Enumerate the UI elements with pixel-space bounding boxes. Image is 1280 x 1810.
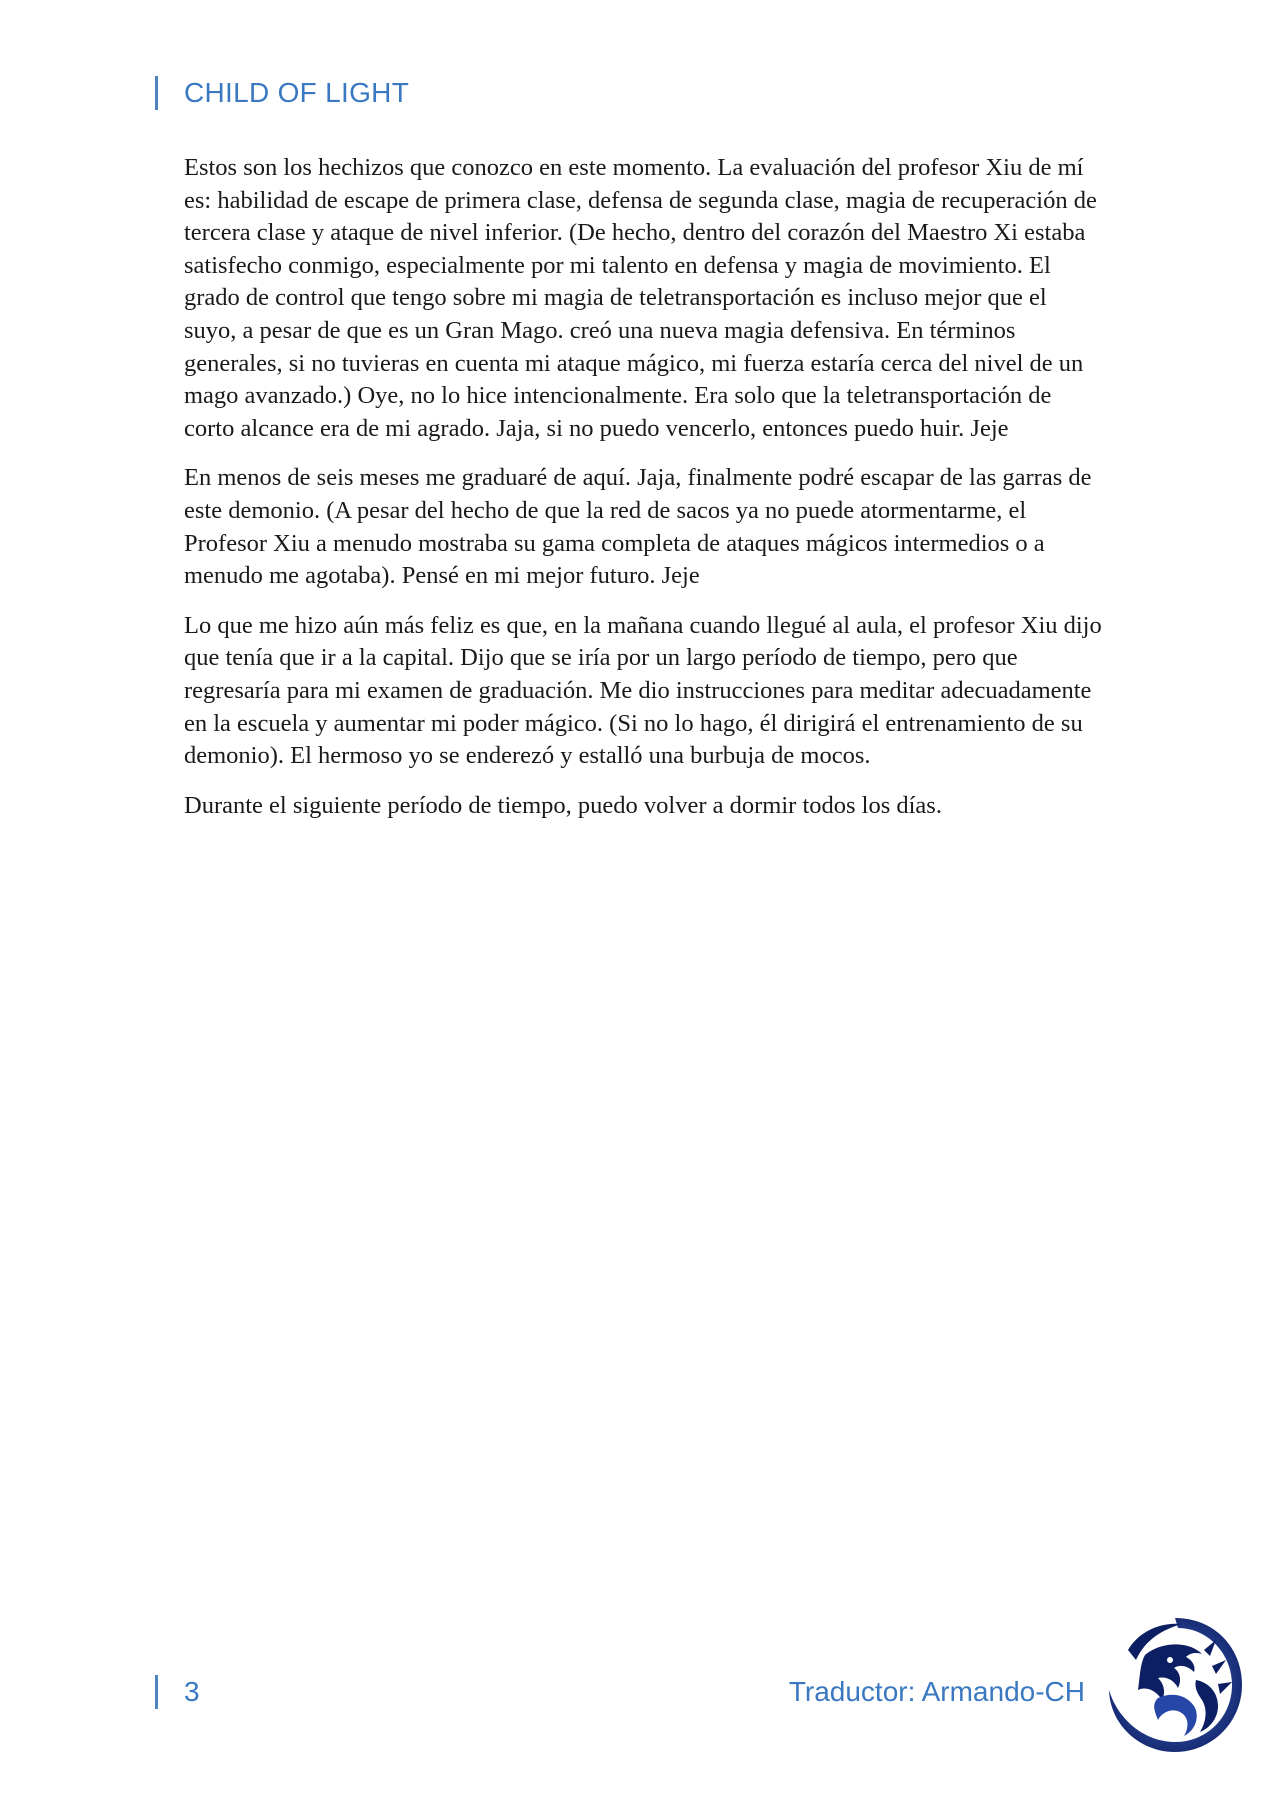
translator-credit: Traductor: Armando-CH (788, 1676, 1085, 1707)
document-body (184, 152, 1104, 839)
page-number: 3 (184, 1676, 200, 1707)
paragraph-1: Estos son los hechizos que conozco en este momento. La evaluación del profesor Xiu de mí es: habilidad de escape de primera clase, defensa de segunda clase, magia de recuperación de tercera clase y ataque de nivel inferior. (De hecho, dentro del corazón del Maestro Xi estaba satisfecho conmigo, especialmente por mi talento en defensa y magia de movimiento. El grado de control que tengo sobre mi magia de teletransportación es incluso mejor que el suyo, a pesar de que es un Gran Mago. creó una nueva magia defensiva. En términos generales, si no tuvieras en cuenta mi ataque mágico, mi fuerza estaría cerca del nivel de un mago avanzado.) Oye, no lo hice intencionalmente. Era solo que la teletransportación de corto alcance era de mi agrado. Jaja, si no puedo vencerlo, entonces puedo huir. Jeje (184, 154, 1097, 442)
paragraph-4: Durante el siguiente período de tiempo, puedo volver a dormir todos los días. (184, 791, 942, 819)
page-footer (155, 1672, 1085, 1712)
paragraph-3: Lo que me hizo aún más feliz es que, en la mañana cuando llegué al aula, el profesor Xiu dijo que tenía que ir a la capital. Dijo que se iría por un largo período de tiempo, pero que regresaría para mi examen de graduación. Me dio instrucciones para meditar adecuadamente en la escuela y aumentar mi poder mágico. (Si no lo hago, él dirigirá el entrenamiento de su demonio). El hermoso yo se enderezó y estalló una burbuja de mocos. (184, 611, 1102, 770)
header-title: CHILD OF LIGHT (184, 77, 410, 108)
paragraph-2: En menos de seis meses me graduaré de aquí. Jaja, finalmente podré escapar de las garras de este demonio. (A pesar del hecho de que la red de sacos ya no puede atormentarme, el Profesor Xiu a menudo mostraba su gama completa de ataques mágicos intermedios o a menudo me agotaba). Pensé en mi mejor futuro. Jeje (184, 464, 1092, 590)
page-header (155, 74, 409, 112)
footer-accent-bar (155, 1675, 158, 1709)
header-accent-bar (155, 76, 158, 110)
dragon-logo-icon (1100, 1610, 1250, 1760)
